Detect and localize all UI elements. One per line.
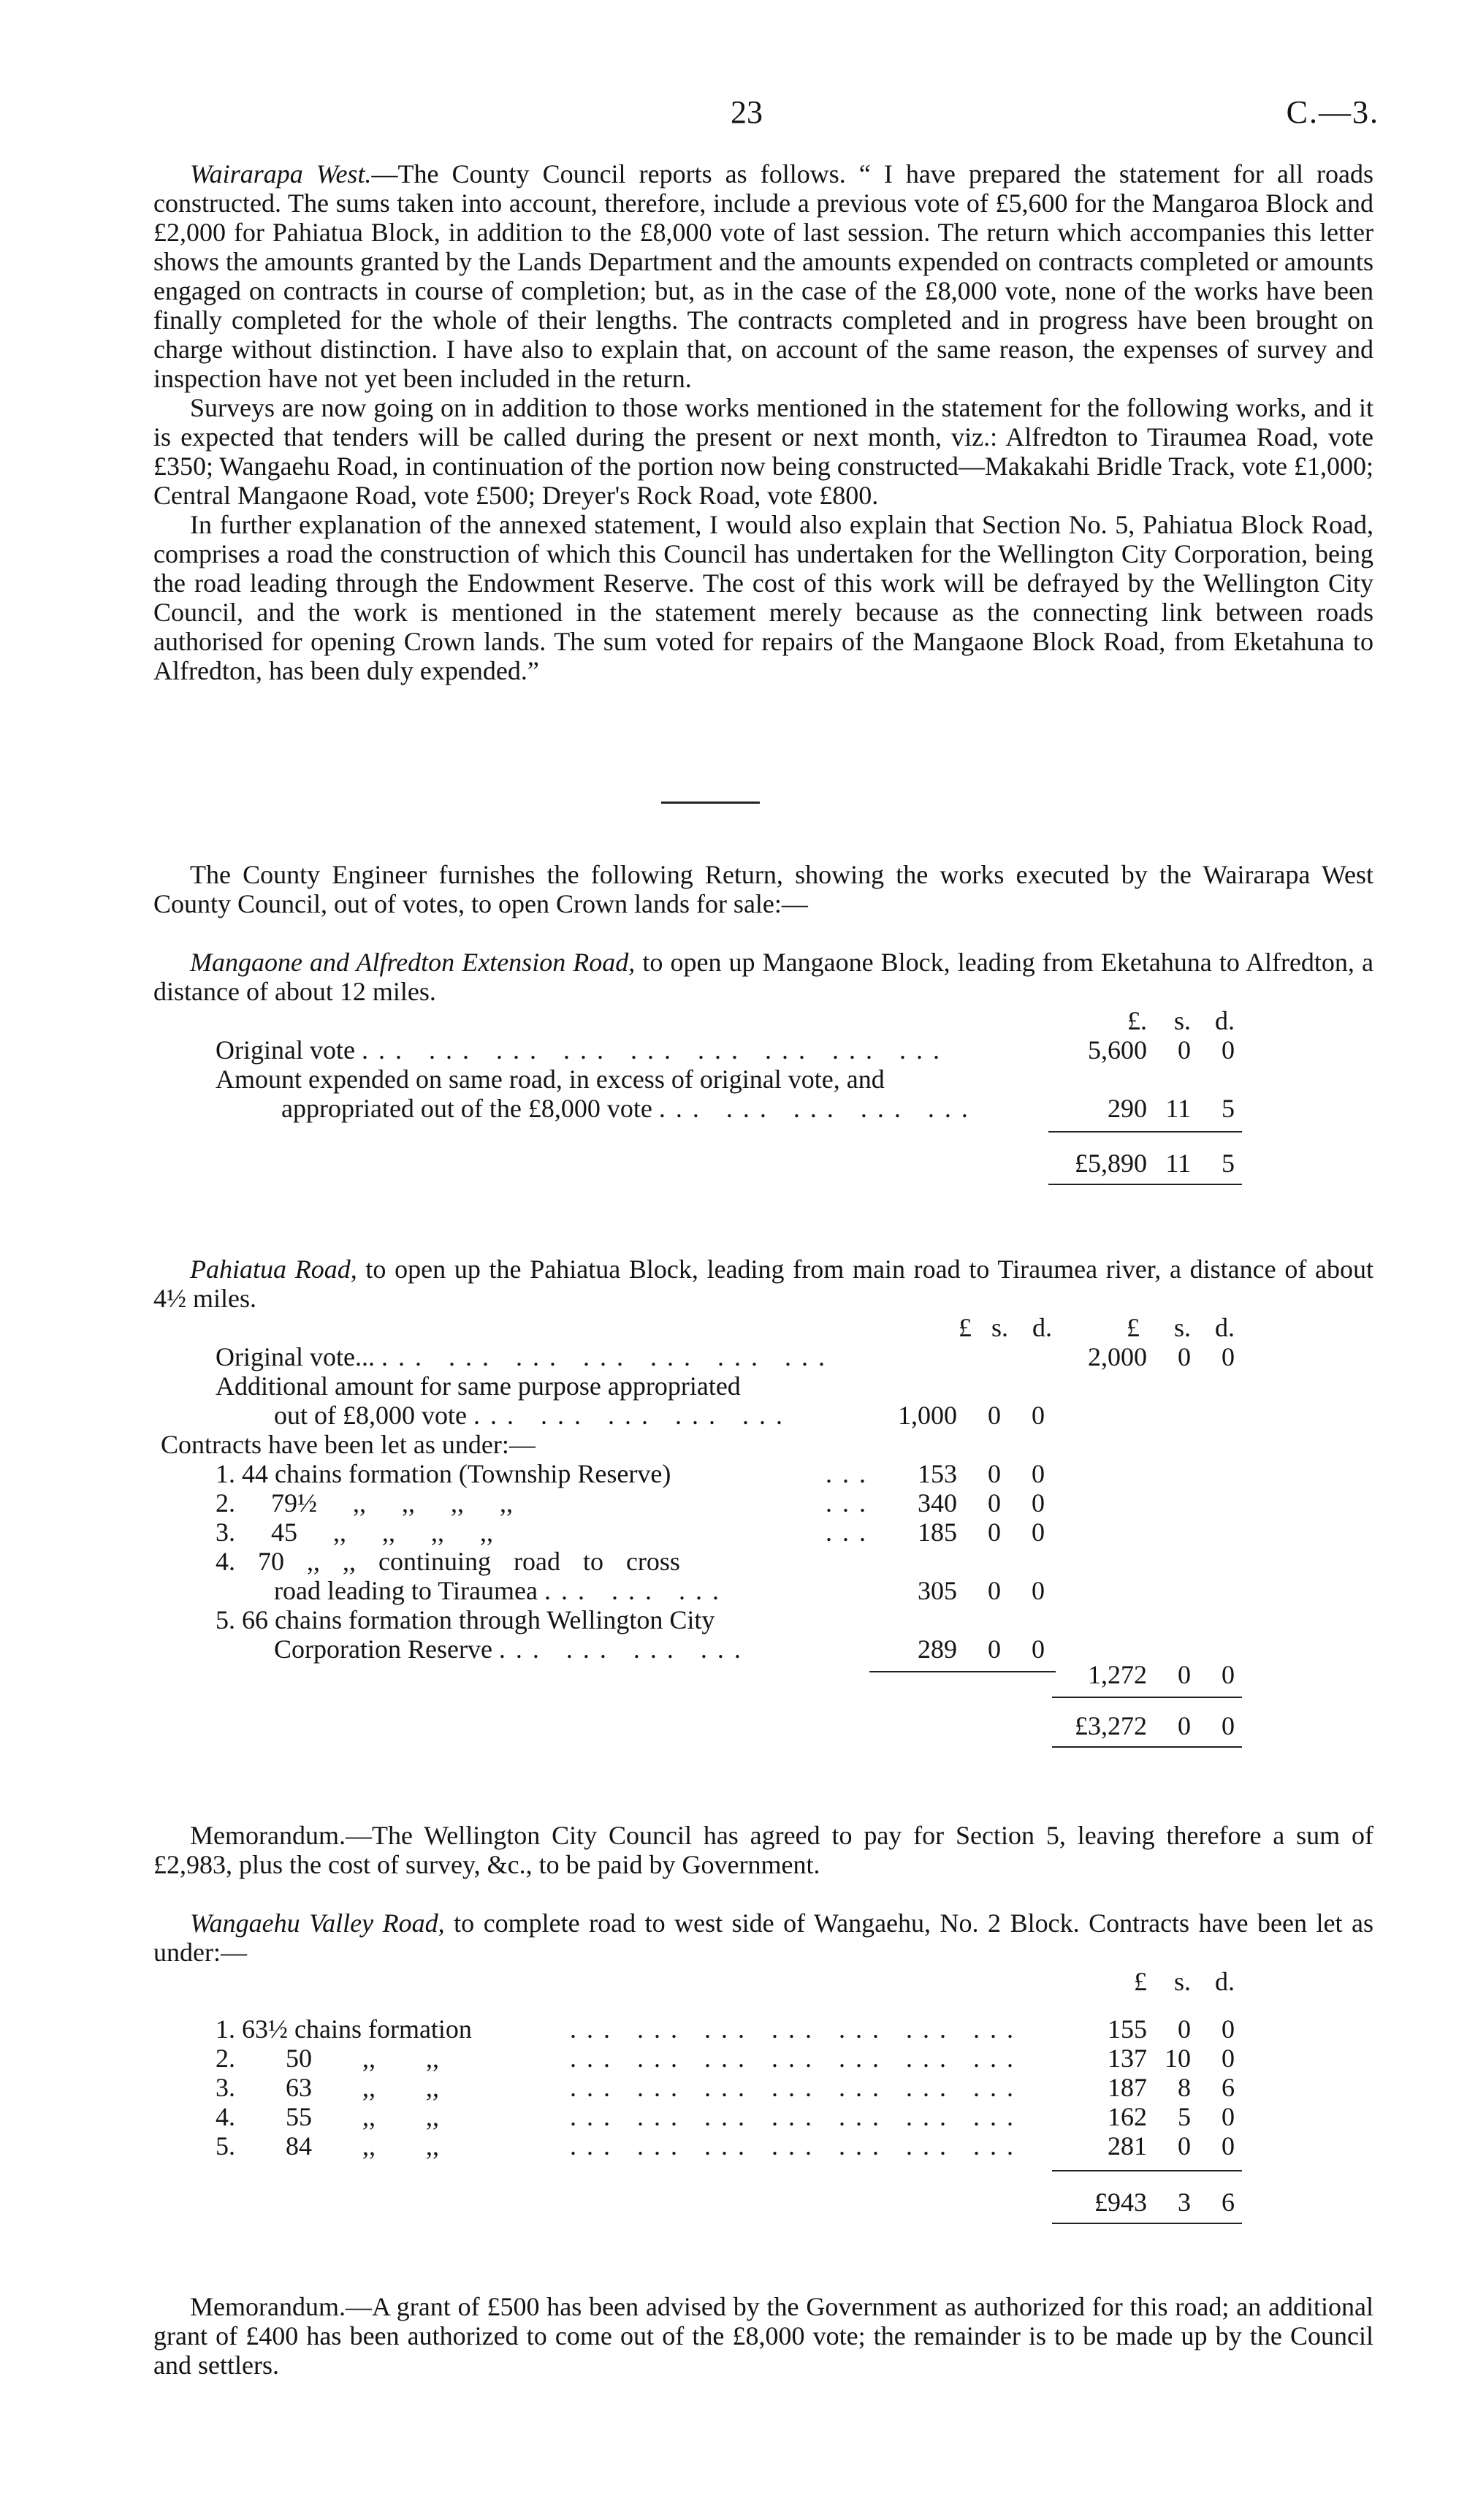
leader-dots: ... — [826, 1518, 876, 1547]
col-head-pounds: £ — [1134, 1967, 1147, 1996]
amount-shillings: 0 — [1178, 2131, 1191, 2161]
amount-shillings: 0 — [1178, 1035, 1191, 1065]
wangaehu-heading — [153, 1908, 1373, 1967]
leader-dots: ... ... ... ... ... ... ... — [570, 2131, 1024, 2161]
total-rule — [1052, 2170, 1242, 2171]
row-label: Contracts have been let as under:— — [161, 1430, 536, 1459]
contract-row — [216, 2014, 472, 2044]
row-label: Corporation Reserve — [274, 1634, 492, 1664]
amount-pounds: 340 — [918, 1488, 957, 1518]
leader-dots: ... — [826, 1459, 876, 1488]
table-row — [281, 1094, 978, 1123]
contract-row — [216, 1605, 715, 1634]
col-head-shillings: s. — [1173, 1313, 1191, 1342]
col-head-shillings: s. — [1173, 1967, 1191, 1996]
memorandum-2 — [153, 2292, 1373, 2380]
leader-dots: ... ... ... ... ... ... ... — [570, 2044, 1024, 2073]
paragraph: In further explanation of the annexed statement, I would also explain that Section No. 5, Pahiatua Block Road, comprises a road the construction of which this Council has undertaken for the Wellington City Corporation, being the road leading through the Endowment Reserve. The cost of this work will be defrayed by the Wellington City Council, and the work is mentioned in the statement merely because as the connecting link between roads authorised for opening Crown lands. The sum voted for repairs of the Mangaone Block Road, from Eketahuna to Alfredton, has been duly expended.” — [153, 510, 1373, 685]
section-divider — [661, 802, 760, 804]
amount-pounds: 5,600 — [1088, 1035, 1147, 1065]
contract-row — [216, 2131, 439, 2161]
amount-pence: 6 — [1222, 2073, 1235, 2102]
leader-dots: ... ... ... ... ... ... ... ... ... — [361, 1035, 950, 1065]
col-head-pounds: £ — [959, 1313, 972, 1342]
paragraph: Surveys are now going on in addition to those works mentioned in the statement for the following works, and it is expected that tenders will be called during the present or next month, viz.: Alfredton to Tiraumea Road, vote £350; Wangaehu Road, in continuation of the portion now being constructed—Makakahi Bridle Track, vote £1,000; Central Mangaone Road, vote £500; Dreyer's Rock Road, vote £800. — [153, 393, 1373, 510]
amount-pence: 0 — [1032, 1459, 1045, 1488]
col-head-pence: d. — [1215, 1006, 1235, 1035]
subtotal-rule — [869, 1671, 1056, 1672]
document-reference: C.—3. — [1286, 94, 1379, 130]
amount-pounds: 153 — [918, 1459, 957, 1488]
contract-row — [216, 2073, 439, 2102]
subtotal-pounds: 1,272 — [1088, 1660, 1147, 1689]
subtotal-shillings: 0 — [1178, 1660, 1191, 1689]
paragraph-text: —The County Council reports as follows. “ I have prepared the statement for all roads constructed. The sums taken into account, therefore, include a previous vote of £5,600 for the Mangaroa Block and £2,000 for Pahiatua Block, in addition to the £8,000 vote of last session. The return which accompanies this letter shows the amounts granted by the Lands Department and the amounts expended on contracts completed or amounts engaged on contracts in course of completion; but, as in the case of the £8,000 vote, none of the works have been finally completed for the whole of their lengths. The contracts completed and in progress have been brought on charge without distinction. I have also to explain that, on account of the same reason, the expenses of survey and inspection have not yet been included in the return. — [153, 159, 1373, 393]
col-head-shillings: s. — [991, 1313, 1008, 1342]
amount-shillings: 0 — [988, 1518, 1001, 1547]
row-label: Original vote — [216, 1035, 355, 1065]
total-pence: 0 — [1222, 1711, 1235, 1740]
row-label: Additional amount for same purpose appropriated — [216, 1371, 741, 1401]
row-label: 2. 50 ,, ,, — [216, 2044, 439, 2073]
total-rule — [1048, 1184, 1242, 1185]
paragraph — [153, 948, 1373, 1006]
wangaehu-account-table — [153, 1967, 1373, 2259]
road-description: to complete road to west side of Wangaehu, No. 2 Block. Contracts have been let as under:— — [153, 1908, 1373, 1967]
paragraph — [153, 1255, 1373, 1313]
amount-pounds: 1,000 — [898, 1401, 957, 1430]
amount-pence: 0 — [1032, 1576, 1045, 1605]
subtotal-pence: 0 — [1222, 1660, 1235, 1689]
amount-shillings: 11 — [1165, 1094, 1191, 1123]
page-number: 23 — [731, 94, 763, 130]
mangaone-heading — [153, 948, 1373, 1006]
row-label: road leading to Tiraumea — [274, 1576, 538, 1605]
amount-shillings: 0 — [988, 1634, 1001, 1664]
amount-shillings: 8 — [1178, 2073, 1191, 2102]
table-row — [161, 1430, 536, 1459]
amount-pence: 0 — [1222, 2044, 1235, 2073]
amount-shillings: 0 — [1178, 1342, 1191, 1371]
table-row — [216, 1035, 950, 1065]
contract-row — [216, 1518, 493, 1547]
amount-pounds: 289 — [918, 1634, 957, 1664]
amount-shillings: 10 — [1165, 2044, 1191, 2073]
col-head-pounds: £ — [1127, 1313, 1140, 1342]
road-title: Mangaone and Alfredton Extension Road, — [190, 948, 636, 977]
pahiatua-heading — [153, 1255, 1373, 1313]
amount-pence: 0 — [1222, 1035, 1235, 1065]
amount-pounds: 290 — [1108, 1094, 1147, 1123]
paragraph: The County Engineer furnishes the following Return, showing the works executed by the Wairarapa West County Council, out of votes, to open Crown lands for sale:— — [153, 860, 1373, 918]
road-description: to open up Mangaone Block, leading from Eketahuna to Alfredton, a distance of about 12 miles. — [153, 948, 1373, 1006]
engineer-intro — [153, 860, 1373, 918]
leader-dots: ... ... ... — [544, 1576, 729, 1605]
contract-row — [274, 1634, 751, 1664]
amount-pence: 5 — [1222, 1094, 1235, 1123]
amount-shillings: 5 — [1178, 2102, 1191, 2131]
total-rule — [1052, 1746, 1242, 1748]
amount-shillings: 0 — [1178, 2014, 1191, 2044]
total-rule — [1048, 1131, 1242, 1133]
page-header — [0, 94, 1467, 137]
leader-dots: ... ... ... ... ... ... ... — [381, 1342, 835, 1371]
row-label: 2. 79½ ,, ,, ,, ,, — [216, 1488, 513, 1518]
row-label: 4. 55 ,, ,, — [216, 2102, 439, 2131]
total-pounds: £943 — [1094, 2188, 1147, 2217]
total-pounds: £3,272 — [1075, 1711, 1147, 1740]
row-label: 1. 63½ chains formation — [216, 2014, 472, 2044]
paragraph — [153, 159, 1373, 393]
col-head-pence: d. — [1215, 1313, 1235, 1342]
col-head-pence: d. — [1215, 1967, 1235, 1996]
contract-row — [216, 2044, 439, 2073]
row-label: 5. 66 chains formation through Wellington City — [216, 1605, 715, 1634]
total-rule — [1052, 1697, 1242, 1698]
mangaone-account-table — [153, 1006, 1373, 1196]
row-label: appropriated out of the £8,000 vote — [281, 1094, 652, 1123]
amount-pounds: 305 — [918, 1576, 957, 1605]
contract-row — [274, 1576, 729, 1605]
row-label: 1. 44 chains formation (Township Reserve) — [216, 1459, 671, 1488]
amount-pence: 0 — [1222, 2102, 1235, 2131]
table-row — [274, 1401, 793, 1430]
road-title: Wangaehu Valley Road, — [190, 1908, 445, 1938]
total-pence: 6 — [1222, 2188, 1235, 2217]
total-shillings: 0 — [1178, 1711, 1191, 1740]
leader-dots: ... ... ... ... ... ... ... — [570, 2073, 1024, 2102]
row-label: 4. 70 ,, ,, continuing road to cross — [216, 1547, 680, 1576]
amount-shillings: 0 — [988, 1488, 1001, 1518]
leader-dots: ... ... ... ... ... — [473, 1401, 793, 1430]
amount-pence: 0 — [1032, 1634, 1045, 1664]
wairarapa-report — [153, 159, 1373, 685]
amount-pounds: 137 — [1108, 2044, 1147, 2073]
total-pence: 5 — [1222, 1149, 1235, 1178]
amount-pence: 0 — [1032, 1488, 1045, 1518]
table-row — [216, 1342, 835, 1371]
row-label: 3. 45 ,, ,, ,, ,, — [216, 1518, 493, 1547]
road-description: to open up the Pahiatua Block, leading from main road to Tiraumea river, a distance of about 4½ miles. — [153, 1255, 1374, 1313]
contract-row — [216, 1459, 671, 1488]
section-title: Wairarapa West. — [190, 159, 372, 189]
amount-pence: 0 — [1222, 2014, 1235, 2044]
amount-pounds: 2,000 — [1088, 1342, 1147, 1371]
row-label: 5. 84 ,, ,, — [216, 2131, 439, 2161]
amount-shillings: 0 — [988, 1459, 1001, 1488]
row-label: Amount expended on same road, in excess of original vote, and — [216, 1065, 885, 1094]
leader-dots: ... ... ... ... ... — [658, 1094, 978, 1123]
amount-pounds: 155 — [1108, 2014, 1147, 2044]
row-label: Original vote... — [216, 1342, 375, 1371]
amount-pounds: 187 — [1108, 2073, 1147, 2102]
total-shillings: 3 — [1178, 2188, 1191, 2217]
leader-dots: ... — [826, 1488, 876, 1518]
total-shillings: 11 — [1165, 1149, 1191, 1178]
amount-pounds: 281 — [1108, 2131, 1147, 2161]
leader-dots: ... ... ... ... ... ... ... — [570, 2102, 1024, 2131]
paragraph: Memorandum.—The Wellington City Council has agreed to pay for Section 5, leaving therefore a sum of £2,983, plus the cost of survey, &c., to be paid by Government. — [153, 1821, 1373, 1879]
total-rule — [1052, 2223, 1242, 2224]
amount-pounds: 185 — [918, 1518, 957, 1547]
amount-pence: 0 — [1222, 1342, 1235, 1371]
leader-dots: ... ... ... ... — [498, 1634, 751, 1664]
leader-dots: ... ... ... ... ... ... ... — [570, 2014, 1024, 2044]
amount-pence: 0 — [1032, 1401, 1045, 1430]
table-row — [216, 1371, 741, 1401]
row-label: 3. 63 ,, ,, — [216, 2073, 439, 2102]
col-head-pence: d. — [1032, 1313, 1052, 1342]
paragraph: Memorandum.—A grant of £500 has been advised by the Government as authorized for this road; an additional grant of £400 has been authorized to come out of the £8,000 vote; the remainder is to be made up by the Council and settlers. — [153, 2292, 1373, 2380]
amount-pence: 0 — [1222, 2131, 1235, 2161]
amount-pence: 0 — [1032, 1518, 1045, 1547]
table-row — [216, 1065, 885, 1094]
amount-shillings: 0 — [988, 1401, 1001, 1430]
amount-pounds: 162 — [1108, 2102, 1147, 2131]
total-pounds: £5,890 — [1075, 1149, 1147, 1178]
contract-row — [216, 2102, 439, 2131]
col-head-pounds: £. — [1127, 1006, 1147, 1035]
amount-shillings: 0 — [988, 1576, 1001, 1605]
row-label: out of £8,000 vote — [274, 1401, 467, 1430]
paragraph — [153, 1908, 1373, 1967]
contract-row — [216, 1488, 513, 1518]
contract-row — [216, 1547, 680, 1576]
road-title: Pahiatua Road, — [190, 1255, 357, 1284]
memorandum-1 — [153, 1821, 1373, 1879]
col-head-shillings: s. — [1173, 1006, 1191, 1035]
pahiatua-account-table — [153, 1313, 1373, 1781]
